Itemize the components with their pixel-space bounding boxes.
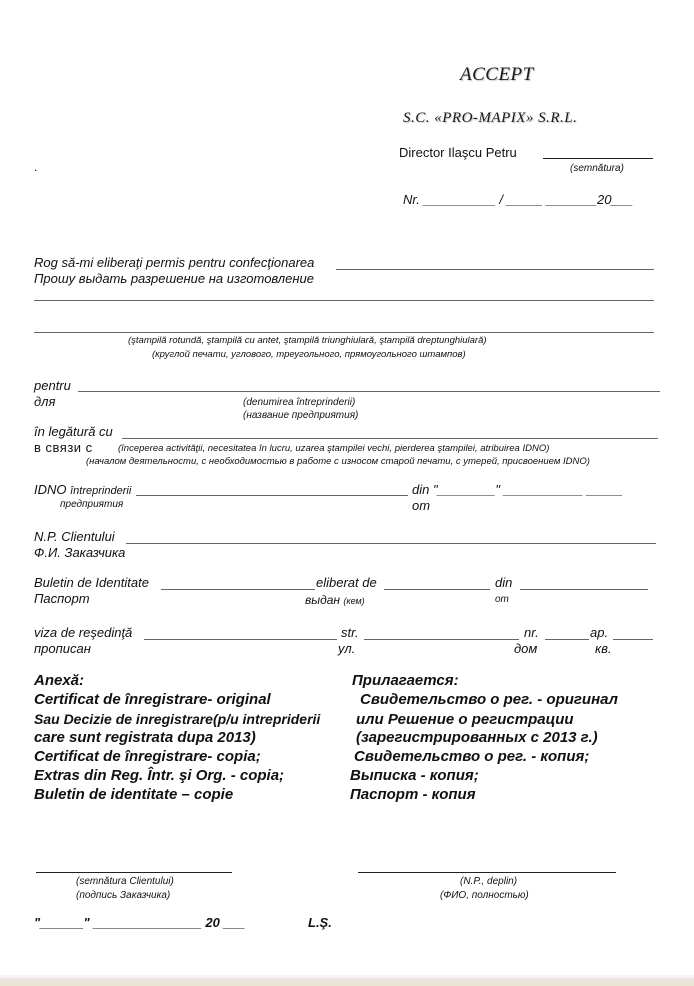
idno-date-ru: от bbox=[412, 498, 431, 513]
annex-item-ro: Certificat de înregistrare- copia; bbox=[34, 748, 261, 765]
stamp-type-line-3[interactable] bbox=[34, 332, 654, 333]
residence-line[interactable] bbox=[144, 639, 337, 640]
idno-label-main: IDNO bbox=[34, 482, 67, 497]
company-name: S.C. «PRO-MAPIX» S.R.L. bbox=[403, 110, 578, 126]
client-signature-ru: (подпись Заказчика) bbox=[76, 890, 171, 901]
annex-title-ro: Anexă: bbox=[34, 672, 85, 689]
apartment-ru: кв. bbox=[595, 641, 612, 656]
annex-item-ru: (зарегистрированных с 2013 г.) bbox=[356, 729, 598, 746]
annex-item-ro: Sau Decizie de inregistrare(p/u intrepriderii bbox=[34, 711, 321, 727]
signature-caption: (semnătura) bbox=[570, 163, 624, 174]
annex-item-ro: Extras din Reg. Într. şi Org. - copia; bbox=[34, 767, 285, 784]
full-name-ro: (N.P., deplin) bbox=[460, 876, 518, 887]
id-date-line[interactable] bbox=[520, 589, 648, 590]
annex-item-ro: Certificat de înregistrare- original bbox=[34, 691, 271, 708]
street-ru: ул. bbox=[338, 641, 356, 656]
client-ro: N.P. Clientului bbox=[34, 529, 115, 544]
stamp-type-line-2[interactable] bbox=[34, 300, 654, 301]
reason-caption-ru: (началом деятельности, с необходимостью в работе с износом старой печати, с утерей, присвоением IDNO) bbox=[86, 456, 590, 467]
dot-mark: . bbox=[34, 160, 38, 174]
residence-ru: прописан bbox=[34, 641, 91, 656]
idno-line[interactable] bbox=[136, 495, 408, 496]
apartment-ro: ap. bbox=[590, 625, 609, 640]
issued-by-ru bbox=[305, 593, 365, 607]
reason-caption-ro: (începerea activităţii, necesitatea în lucru, uzarea ştampilei vechi, pierderea ştampilei, atribuirea IDNO) bbox=[118, 443, 550, 454]
client-ru: Ф.И. Заказчика bbox=[34, 545, 126, 560]
id-date-ro: din bbox=[495, 575, 513, 590]
id-date-ru: от bbox=[495, 594, 509, 605]
stamp-types-ro: (ştampilă rotundă, ştampilă cu antet, ştampilă triunghiulară, ştampilă dreptunghiulară) bbox=[128, 335, 487, 346]
apartment-line[interactable] bbox=[613, 639, 653, 640]
id-doc-ru: Паспорт bbox=[34, 591, 90, 606]
house-number-line[interactable] bbox=[545, 639, 589, 640]
full-name-line[interactable] bbox=[358, 872, 616, 873]
idno-date-field[interactable]: din "________" ___________ _____ bbox=[412, 482, 623, 497]
accept-title: ACCEPT bbox=[460, 64, 534, 85]
annex-item-ro: care sunt registrata dupa 2013) bbox=[34, 729, 256, 746]
for-ro: pentru bbox=[34, 378, 71, 393]
client-signature-ro: (semnătura Clientului) bbox=[76, 876, 174, 887]
director-name: Director Ilaşcu Petru bbox=[399, 145, 517, 160]
annex-item-ro: Buletin de identitate – copie bbox=[34, 786, 234, 803]
annex-item-ru: или Решение о регистрации bbox=[356, 711, 574, 728]
date-field[interactable]: "______" _______________ 20 ___ bbox=[34, 915, 246, 930]
company-caption-ro: (denumirea întreprinderii) bbox=[243, 397, 356, 408]
request-ro: Rog să-mi eliberaţi permis pentru confecţionarea bbox=[34, 255, 315, 270]
street-ro: str. bbox=[341, 625, 359, 640]
stamp-type-line-1[interactable] bbox=[336, 269, 654, 270]
house-number-ro: nr. bbox=[524, 625, 539, 640]
stamp-place-label: L.Ş. bbox=[308, 915, 332, 930]
idno-label-ro: întreprinderii bbox=[70, 485, 132, 497]
annex-item-ru: Свидетельство о рег. - копия; bbox=[354, 748, 590, 765]
annex-title-ru: Прилагается: bbox=[352, 672, 459, 689]
client-name-line[interactable] bbox=[126, 543, 656, 544]
full-name-ru: (ФИО, полностью) bbox=[440, 890, 529, 901]
id-doc-ro: Buletin de Identitate bbox=[34, 575, 149, 590]
director-signature-line[interactable] bbox=[543, 158, 653, 159]
stamp-types-ru: (круглой печати, углового, треугольного, прямоугольного штампов) bbox=[152, 349, 466, 360]
id-number-line[interactable] bbox=[161, 589, 315, 590]
reason-line[interactable] bbox=[122, 438, 658, 439]
issued-by-ro: eliberat de bbox=[316, 575, 377, 590]
request-ru: Прошу выдать разрешение на изготовление bbox=[34, 271, 314, 286]
annex-item-ru: Паспорт - копия bbox=[350, 786, 476, 803]
for-ru: для bbox=[34, 394, 56, 409]
company-caption-ru: (название предприятия) bbox=[243, 410, 359, 421]
idno-label bbox=[34, 482, 131, 497]
viewer-background-band bbox=[0, 978, 694, 986]
annex-item-ru: Выписка - копия; bbox=[350, 767, 479, 784]
company-name-line[interactable] bbox=[78, 391, 660, 392]
reason-ru: в связи с bbox=[34, 440, 93, 455]
idno-label-ru: предприятия bbox=[60, 499, 124, 510]
issued-by-ru-main: выдан bbox=[305, 593, 341, 607]
client-signature-line[interactable] bbox=[36, 872, 232, 873]
house-number-ru: дом bbox=[514, 641, 538, 656]
residence-ro: viza de reşedinţă bbox=[34, 625, 133, 640]
reason-ro: în legătură cu bbox=[34, 424, 113, 439]
annex-item-ru: Свидетельство о рег. - оригинал bbox=[360, 691, 618, 708]
registration-number-field[interactable]: Nr. __________ / _____ _______20___ bbox=[403, 192, 634, 207]
street-line[interactable] bbox=[364, 639, 519, 640]
issued-by-ru-small: (кем) bbox=[343, 596, 365, 606]
issued-by-line[interactable] bbox=[384, 589, 490, 590]
